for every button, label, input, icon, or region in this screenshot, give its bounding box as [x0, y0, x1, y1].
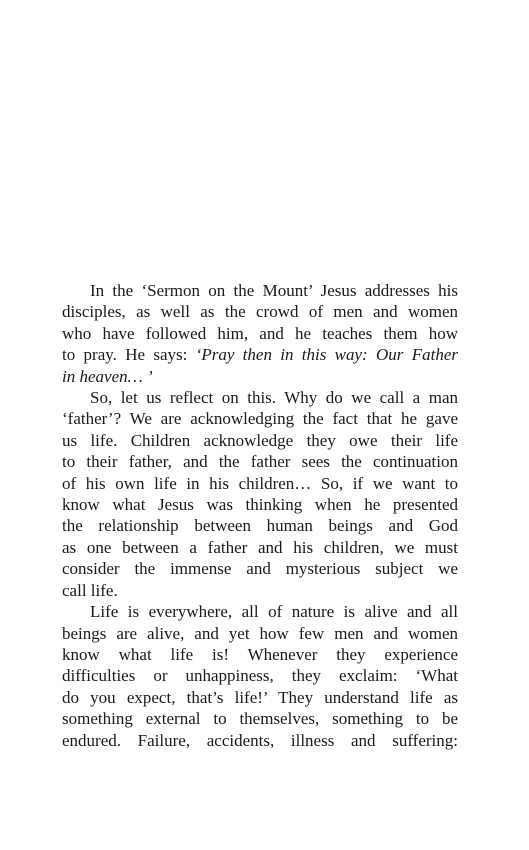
text-run: call life.	[62, 580, 118, 600]
text-run: consider the immense and mysterious subject we	[62, 559, 458, 579]
text-run: difficulties or unhappiness, they exclaim: ‘What	[62, 666, 458, 686]
text-line	[62, 430, 458, 451]
text-run: know what life is! Whenever they experience	[62, 644, 458, 664]
text-run: something external to themselves, something to be	[62, 709, 458, 729]
text-line	[62, 387, 458, 408]
text-run: So, let us reflect on this. Why do we call a man	[90, 388, 458, 408]
text-line	[62, 473, 458, 494]
text-line	[62, 665, 458, 686]
paragraph	[62, 280, 458, 387]
text-line	[62, 323, 458, 344]
text-line	[62, 708, 458, 729]
text-line	[62, 366, 458, 387]
text-line	[62, 558, 458, 579]
text-line	[62, 730, 458, 751]
text-run: us life. Children acknowledge they owe their life	[62, 430, 458, 450]
text-line	[62, 601, 458, 622]
text-run: ‘father’? We are acknowledging the fact that he gave	[62, 409, 458, 429]
text-run: Life is everywhere, all of nature is alive and all	[90, 602, 458, 622]
text-run: disciples, as well as the crowd of men and women	[62, 302, 458, 322]
text-run: as one between a father and his children, we must	[62, 537, 458, 557]
text-line	[62, 623, 458, 644]
text-line	[62, 494, 458, 515]
italic-text: in heaven… ’	[62, 366, 153, 386]
text-line	[62, 280, 458, 301]
text-run: know what Jesus was thinking when he presented	[62, 495, 458, 515]
text-run: of his own life in his children… So, if we want to	[62, 473, 458, 493]
text-line	[62, 515, 458, 536]
text-run: the relationship between human beings and God	[62, 516, 458, 536]
text-run: In the ‘Sermon on the Mount’ Jesus addresses his	[90, 281, 458, 300]
text-run: who have followed him, and he teaches them how	[62, 323, 458, 343]
text-line	[62, 687, 458, 708]
text-line	[62, 408, 458, 429]
text-run: to their father, and the father sees the continuation	[62, 452, 458, 472]
text-line	[62, 644, 458, 665]
paragraph	[62, 387, 458, 601]
text-line	[62, 344, 458, 365]
text-line	[62, 301, 458, 322]
text-line	[62, 537, 458, 558]
text-run: do you expect, that’s life!’ They understand life as	[62, 687, 458, 707]
text-line	[62, 580, 458, 601]
text-line	[62, 451, 458, 472]
text-run: beings are alive, and yet how few men and women	[62, 623, 458, 643]
page-body	[62, 280, 458, 751]
text-run: to pray. He says:	[62, 345, 196, 365]
italic-text: ‘Pray then in this way: Our Father	[195, 345, 458, 365]
paragraph	[62, 601, 458, 751]
text-run: endured. Failure, accidents, illness and suffering:	[62, 730, 458, 750]
